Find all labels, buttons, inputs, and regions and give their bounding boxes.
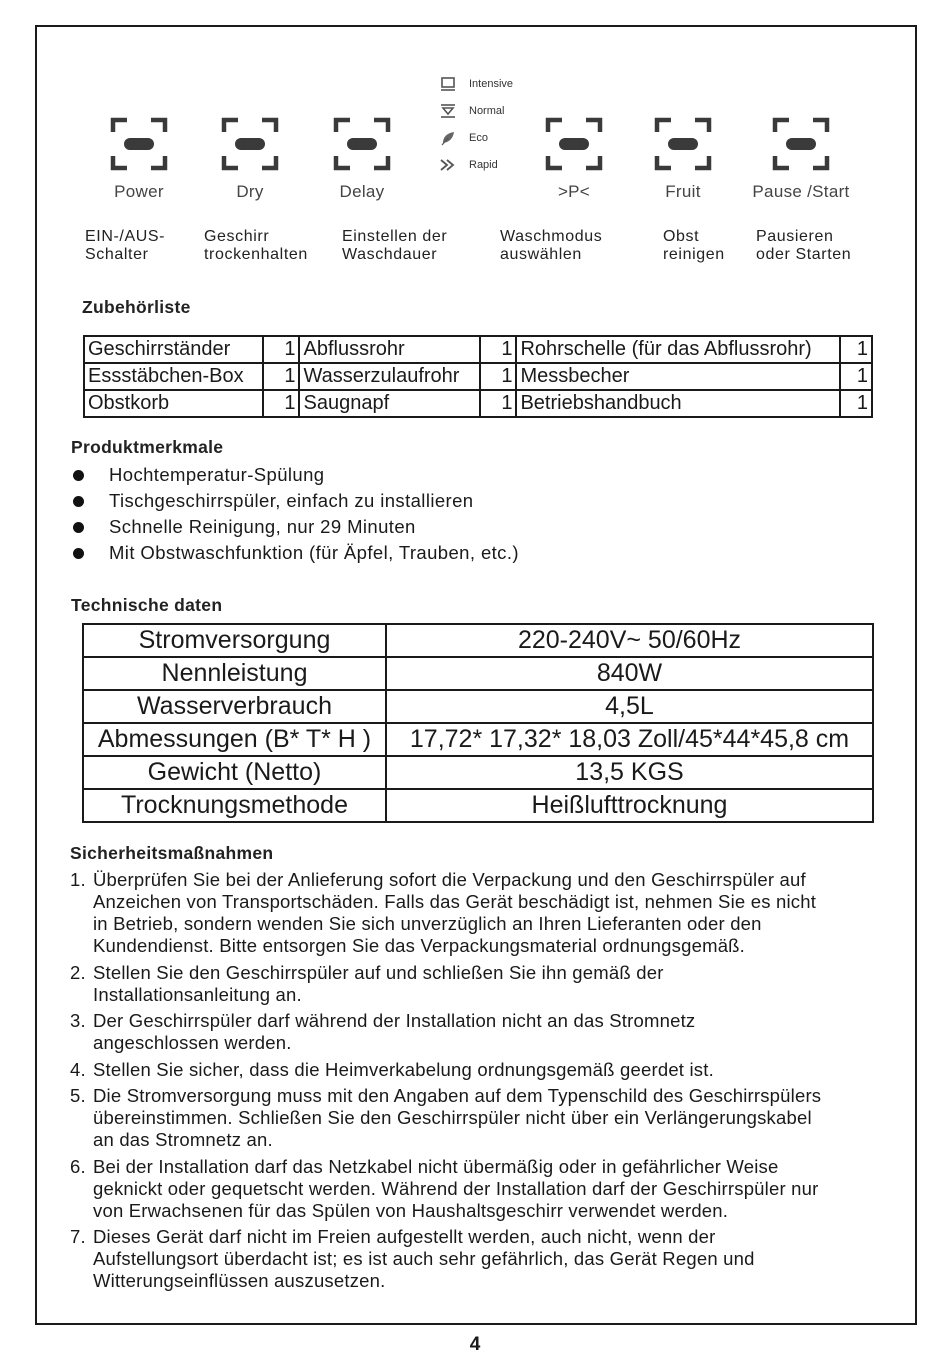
item-number: 4. (70, 1058, 86, 1080)
spec-value: Heißlufttrocknung (386, 789, 873, 822)
text-line: Witterungseinflüssen auszusetzen. (93, 1270, 386, 1291)
item-text (93, 1010, 900, 1054)
button-key-icon (218, 112, 282, 176)
delay-description (342, 228, 447, 264)
bullet-icon (73, 548, 84, 559)
description-line: Waschmodus (500, 228, 603, 245)
spec-key: Gewicht (Netto) (83, 756, 386, 789)
spec-value: 4,5L (386, 690, 873, 723)
list-item (70, 1156, 900, 1222)
accessory-name: Messbecher (516, 363, 839, 390)
table-row (84, 336, 872, 363)
description-line: oder Starten (756, 246, 852, 263)
text-line: an das Stromnetz an. (93, 1129, 273, 1150)
mode-intensive (439, 70, 513, 97)
description-line: Obst (663, 228, 700, 245)
description-line: trockenhalten (204, 246, 308, 263)
feature-text: Schnelle Reinigung, nur 29 Minuten (109, 516, 416, 537)
table-row (83, 723, 873, 756)
program-button (519, 112, 629, 202)
fruit-description (663, 228, 725, 264)
features-heading: Produktmerkmale (71, 437, 224, 457)
text-line: Die Stromversorgung muss mit den Angaben auf dem Typenschild des Geschirrspülers (93, 1085, 822, 1106)
accessory-quantity: 1 (480, 336, 516, 363)
wash-mode-list (439, 70, 513, 178)
mode-rapid (439, 151, 513, 178)
accessory-quantity: 1 (840, 390, 872, 417)
accessories-heading: Zubehörliste (82, 297, 191, 317)
list-item (70, 962, 900, 1006)
button-key-icon (769, 112, 833, 176)
description-line: auswählen (500, 246, 582, 263)
accessory-name: Saugnapf (299, 390, 480, 417)
text-line: Anzeichen von Transportschäden. Falls das Gerät beschädigt ist, nehmen Sie es nicht (93, 891, 817, 912)
accessories-table (83, 335, 873, 418)
item-text (93, 1059, 900, 1081)
accessory-name: Wasserzulaufrohr (299, 363, 480, 390)
description-line: Pausieren (756, 228, 834, 245)
item-number: 2. (70, 961, 86, 983)
normal-icon (439, 103, 457, 119)
power-button (84, 112, 194, 202)
spec-key: Wasserverbrauch (83, 690, 386, 723)
mode-label: Normal (469, 104, 505, 117)
spec-value: 17,72* 17,32* 18,03 Zoll/45*44*45,8 cm (386, 723, 873, 756)
accessory-quantity: 1 (840, 336, 872, 363)
accessory-name: Geschirrständer (84, 336, 263, 363)
text-line: angeschlossen werden. (93, 1032, 292, 1053)
pause-start-label: Pause /Start (752, 182, 850, 201)
accessory-quantity: 1 (480, 390, 516, 417)
eco-icon (439, 130, 457, 146)
feature-text: Hochtemperatur-Spülung (109, 464, 325, 485)
button-key-icon (542, 112, 606, 176)
specs-heading: Technische daten (71, 595, 223, 615)
text-line: Installationsanleitung an. (93, 983, 302, 1005)
item-text (93, 869, 900, 957)
dry-label: Dry (236, 182, 264, 201)
feature-text: Tischgeschirrspüler, einfach zu installieren (109, 490, 474, 511)
dry-description (204, 228, 308, 264)
table-row (83, 690, 873, 723)
list-item (70, 1085, 900, 1151)
list-item (70, 540, 519, 566)
list-item (70, 1059, 900, 1081)
text-line: geknickt oder gequetscht werden. Während der Installation darf der Geschirrspüler nur (93, 1177, 819, 1199)
program-description (500, 228, 602, 264)
item-number: 7. (70, 1226, 86, 1247)
list-item (70, 1010, 900, 1054)
mode-label: Intensive (469, 77, 514, 90)
bullet-icon (73, 470, 84, 481)
description-line: Einstellen der (342, 228, 448, 245)
table-row (83, 756, 873, 789)
button-key-icon (107, 112, 171, 176)
accessory-quantity: 1 (263, 336, 299, 363)
pause-start-description (756, 228, 851, 264)
mode-label: Eco (469, 131, 488, 144)
text-line: Aufstellungsort überdacht ist; es ist auch sehr gefährlich, das Gerät Regen und (93, 1248, 755, 1269)
list-item (70, 869, 900, 957)
text-line: von Erwachsenen für das Spülen von Haushaltsgeschirr verwendet werden. (93, 1199, 729, 1221)
program-label: >P< (557, 182, 591, 201)
text-line: Der Geschirrspüler darf während der Installation nicht an das Stromnetz (93, 1010, 696, 1031)
accessory-name: Obstkorb (84, 390, 263, 417)
mode-normal (439, 97, 513, 124)
text-line: übereinstimmen. Schließen Sie den Geschirrspüler nicht über ein Verlängerungskabel (93, 1107, 812, 1128)
item-number: 1. (70, 869, 86, 890)
text-line: Dieses Gerät darf nicht im Freien aufgestellt werden, auch nicht, wenn der (93, 1226, 716, 1247)
text-line: Stellen Sie den Geschirrspüler auf und schließen Sie ihn gemäß der (93, 961, 664, 983)
spec-key: Stromversorgung (83, 624, 386, 657)
description-line: Schalter (85, 246, 149, 263)
item-text (93, 1156, 900, 1222)
accessory-name: Rohrschelle (für das Abflussrohr) (516, 336, 839, 363)
accessory-quantity: 1 (840, 363, 872, 390)
item-text (93, 962, 900, 1006)
pause-start-button (743, 112, 859, 202)
list-item (70, 462, 519, 488)
button-key-icon (651, 112, 715, 176)
text-line: in Betrieb, sondern wenden Sie sich unverzüglich an Ihren Lieferanten oder den (93, 913, 762, 934)
item-number: 6. (70, 1155, 86, 1177)
safety-list (70, 869, 900, 1297)
description-line: reinigen (663, 246, 725, 263)
text-line: Stellen Sie sicher, dass die Heimverkabelung ordnungsgemäß geerdet ist. (93, 1058, 714, 1080)
description-line: Geschirr (204, 228, 270, 245)
power-label: Power (114, 182, 164, 201)
description-line: Waschdauer (342, 246, 438, 263)
fruit-label: Fruit (665, 182, 701, 201)
text-line: Bei der Installation darf das Netzkabel nicht übermäßig oder in gefährlicher Weise (93, 1155, 779, 1177)
power-description (85, 228, 165, 264)
button-key-icon (330, 112, 394, 176)
table-row (84, 390, 872, 417)
item-text (93, 1085, 900, 1151)
table-row (83, 789, 873, 822)
item-text (93, 1226, 900, 1292)
accessory-name: Betriebshandbuch (516, 390, 839, 417)
accessory-quantity: 1 (263, 363, 299, 390)
intensive-icon (439, 76, 457, 92)
mode-label: Rapid (469, 158, 498, 171)
item-number: 5. (70, 1085, 86, 1106)
table-row (83, 624, 873, 657)
page-number: 4 (469, 1334, 481, 1355)
list-item (70, 488, 519, 514)
accessory-name: Essstäbchen-Box (84, 363, 263, 390)
spec-key: Nennleistung (83, 657, 386, 690)
fruit-button (628, 112, 738, 202)
list-item (70, 1226, 900, 1292)
accessory-name: Abflussrohr (299, 336, 480, 363)
features-list (70, 462, 519, 566)
accessory-quantity: 1 (480, 363, 516, 390)
mode-eco (439, 124, 513, 151)
table-row (84, 363, 872, 390)
table-row (83, 657, 873, 690)
delay-label: Delay (339, 182, 385, 201)
spec-value: 220-240V~ 50/60Hz (386, 624, 873, 657)
item-number: 3. (70, 1010, 86, 1031)
spec-key: Abmessungen (B* T* H ) (83, 723, 386, 756)
feature-text: Mit Obstwaschfunktion (für Äpfel, Trauben, etc.) (109, 542, 519, 563)
spec-value: 13,5 KGS (386, 756, 873, 789)
specs-table (82, 623, 874, 823)
spec-key: Trocknungsmethode (83, 789, 386, 822)
text-line: Kundendienst. Bitte entsorgen Sie das Verpackungsmaterial ordnungsgemäß. (93, 935, 746, 956)
dry-button (195, 112, 305, 202)
bullet-icon (73, 496, 84, 507)
delay-button (307, 112, 417, 202)
text-line: Überprüfen Sie bei der Anlieferung sofort die Verpackung und den Geschirrspüler auf (93, 869, 806, 890)
rapid-icon (439, 157, 457, 173)
bullet-icon (73, 522, 84, 533)
accessory-quantity: 1 (263, 390, 299, 417)
safety-heading: Sicherheitsmaßnahmen (70, 843, 274, 863)
description-line: EIN-/AUS- (85, 228, 166, 245)
spec-value: 840W (386, 657, 873, 690)
list-item (70, 514, 519, 540)
